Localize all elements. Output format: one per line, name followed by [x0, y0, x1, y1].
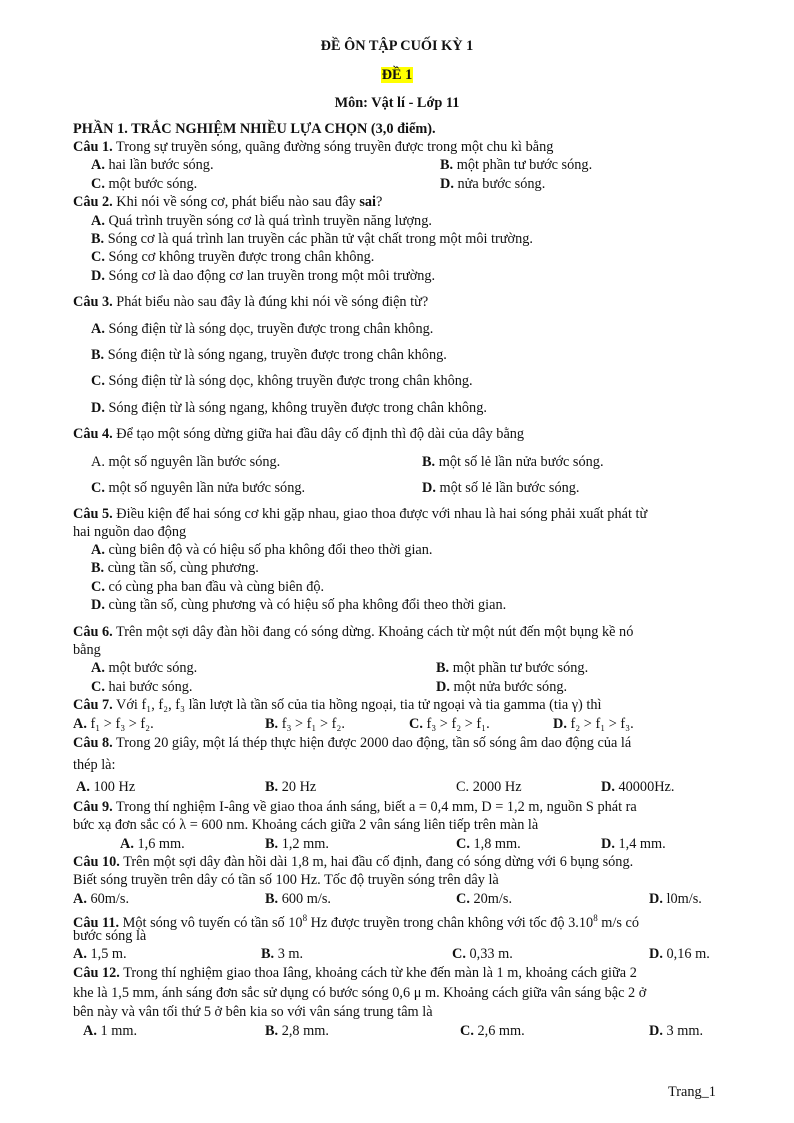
q8-option-d: D. 40000Hz.: [601, 779, 675, 795]
question-4: Câu 4. Để tạo một sóng dừng giữa hai đầu dây cố định thì độ dài của dây bằng: [73, 426, 525, 442]
exam-code: [0, 67, 794, 84]
q1-option-b: B. một phần tư bước sóng.: [440, 157, 593, 173]
page-number: Trang_1: [668, 1084, 716, 1100]
q6-option-c: C. hai bước sóng.: [91, 679, 193, 695]
q3-option-b: B. Sóng điện từ là sóng ngang, truyền được trong chân không.: [91, 347, 447, 363]
q1-option-a: A. hai lần bước sóng.: [91, 157, 214, 173]
q12-option-d: D. 3 mm.: [649, 1023, 704, 1039]
q11-option-c: C. 0,33 m.: [452, 946, 513, 962]
q7-option-a: A. f₁ > f₃ > f₂.: [73, 716, 154, 732]
q10-option-d: D. l0m/s.: [649, 891, 702, 907]
q3-option-a: A. Sóng điện từ là sóng dọc, truyền được trong chân không.: [91, 321, 434, 337]
q5-option-a: A. cùng biên độ và có hiệu số pha không đổi theo thời gian.: [91, 542, 433, 558]
question-5: Câu 5. Điều kiện để hai sóng cơ khi gặp nhau, giao thoa được với nhau là hai sóng phải xuất phát từ: [73, 506, 648, 522]
q1-option-c: C. một bước sóng.: [91, 176, 198, 192]
q9-option-d: D. 1,4 mm.: [601, 836, 666, 852]
q11-option-b: B. 3 m.: [261, 946, 304, 962]
question-12: Câu 12. Trong thí nghiệm giao thoa Iâng, khoảng cách từ khe đến màn là 1 m, khoảng cách giữa 2: [73, 965, 637, 981]
question-9: Câu 9. Trong thí nghiệm I-âng về giao thoa ánh sáng, biết a = 0,4 mm, D = 1,2 m, nguồn S phát ra: [73, 799, 637, 815]
q5-option-b: B. cùng tần số, cùng phương.: [91, 560, 259, 576]
q9-option-b: B. 1,2 mm.: [265, 836, 329, 852]
q8-option-c: C. 2000 Hz: [456, 779, 522, 795]
question-6: Câu 6. Trên một sợi dây đàn hồi đang có sóng dừng. Khoảng cách từ một nút đến một bụng kề nó: [73, 624, 634, 640]
q3-option-d: D. Sóng điện từ là sóng ngang, không truyền được trong chân không.: [91, 400, 487, 416]
q3-option-c: C. Sóng điện từ là sóng dọc, không truyền được trong chân không.: [91, 373, 473, 389]
q2-option-d: D. Sóng cơ là dao động cơ lan truyền trong một môi trường.: [91, 268, 436, 284]
q7-option-c: C. f₃ > f₂ > f₁.: [409, 716, 490, 732]
section-title: PHẦN 1. TRẮC NGHIỆM NHIỀU LỰA CHỌN (3,0 điểm).: [73, 121, 436, 137]
q12-option-a: A. 1 mm.: [83, 1023, 138, 1039]
question-8: Câu 8. Trong 20 giây, một lá thép thực hiện được 2000 dao động, tần số sóng âm dao động của lá: [73, 735, 632, 751]
q2-option-b: B. Sóng cơ là quá trình lan truyền các phần tử vật chất trong một môi trường.: [91, 231, 533, 247]
q10-option-a: A. 60m/s.: [73, 891, 130, 907]
q6-option-a: A. một bước sóng.: [91, 660, 198, 676]
question-6-cont: bằng: [73, 642, 101, 658]
q1-option-d: D. nửa bước sóng.: [440, 176, 546, 192]
question-5-cont: hai nguồn dao động: [73, 524, 187, 540]
question-7: Câu 7. Với f₁, f₂, f₃ lần lượt là tần số của tia hồng ngoại, tia tử ngoại và tia gamma (tia γ) thì: [73, 697, 602, 713]
q6-option-d: D. một nửa bước sóng.: [436, 679, 568, 695]
question-10: Câu 10. Trên một sợi dây đàn hồi dài 1,8 m, hai đầu cố định, đang có sóng dừng với 6 bụng sóng.: [73, 854, 634, 870]
q12-option-c: C. 2,6 mm.: [460, 1023, 525, 1039]
question-11-cont: bước sóng là: [73, 928, 147, 944]
q9-option-c: C. 1,8 mm.: [456, 836, 521, 852]
question-10-cont: Biết sóng truyền trên dây có tần số 100 Hz. Tốc độ truyền sóng trên dây là: [73, 872, 499, 888]
question-3: Câu 3. Phát biểu nào sau đây là đúng khi nói về sóng điện từ?: [73, 294, 429, 310]
q10-option-b: B. 600 m/s.: [265, 891, 331, 907]
q4-option-d: D. một số lẻ lần bước sóng.: [422, 480, 580, 496]
exam-subject: Môn: Vật lí - Lớp 11: [334, 95, 460, 111]
q7-option-b: B. f₃ > f₁ > f₂.: [265, 716, 345, 732]
exam-code-highlight: ĐỀ 1: [381, 67, 413, 83]
q7-option-d: D. f₂ > f₁ > f₃.: [553, 716, 634, 732]
q6-option-b: B. một phần tư bước sóng.: [436, 660, 589, 676]
question-8-cont: thép là:: [73, 757, 116, 773]
question-12-cont-1: khe là 1,5 mm, ánh sáng đơn sắc sử dụng có bước sóng 0,6 μ m. Khoảng cách giữa vân sáng bậc 2 ở: [73, 985, 647, 1001]
q5-option-d: D. cùng tần số, cùng phương và có hiệu số pha không đổi theo thời gian.: [91, 597, 507, 613]
q10-option-c: C. 20m/s.: [456, 891, 513, 907]
q4-option-c: C. một số nguyên lần nửa bước sóng.: [91, 480, 306, 496]
q2-option-c: C. Sóng cơ không truyền được trong chân không.: [91, 249, 375, 265]
question-11: Câu 11. Một sóng vô tuyến có tần số $10^8$ Hz được truyền trong chân không với tốc độ 3.10$^8$ m/s có: [73, 913, 639, 931]
q8-option-a: A. 100 Hz: [76, 779, 136, 795]
q4-option-b: B. một số lẻ lần nửa bước sóng.: [422, 454, 604, 470]
q11-option-a: A. 1,5 m.: [73, 946, 127, 962]
exam-title: ĐỀ ÔN TẬP CUỐI KỲ 1: [320, 38, 474, 54]
question-1: Câu 1. Trong sự truyền sóng, quãng đường sóng truyền được trong một chu kì bằng: [73, 139, 554, 155]
q4-option-a: A. một số nguyên lần bước sóng.: [91, 454, 281, 470]
question-9-cont: bức xạ đơn sắc có λ = 600 nm. Khoảng cách giữa 2 vân sáng liên tiếp trên màn là: [73, 817, 539, 833]
q9-option-a: A. 1,6 mm.: [120, 836, 185, 852]
question-2: Câu 2. Khi nói về sóng cơ, phát biểu nào sau đây sai?: [73, 194, 383, 210]
q11-option-d: D. 0,16 m.: [649, 946, 710, 962]
question-12-cont-2: bên này và vân tối thứ 5 ở bên kia so với vân sáng trung tâm là: [73, 1004, 433, 1020]
q8-option-b: B. 20 Hz: [265, 779, 317, 795]
q5-option-c: C. có cùng pha ban đầu và cùng biên độ.: [91, 579, 325, 595]
q2-option-a: A. Quá trình truyền sóng cơ là quá trình truyền năng lượng.: [91, 213, 432, 229]
q12-option-b: B. 2,8 mm.: [265, 1023, 329, 1039]
